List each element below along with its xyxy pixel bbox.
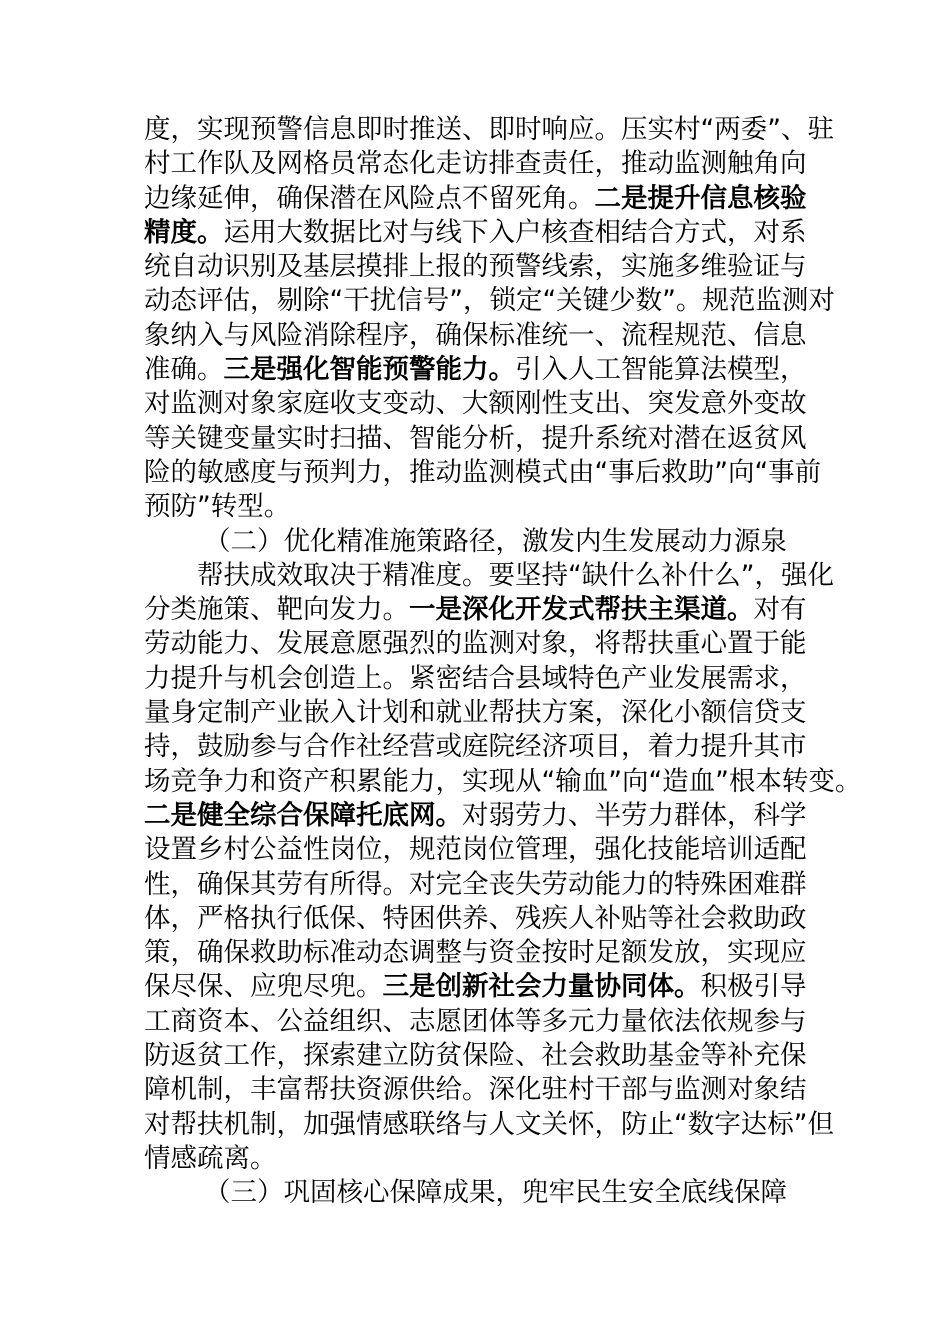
text-line: 分类施策、靶向发力。一是深化开发式帮扶主渠道。对有 (144, 594, 807, 626)
text-line: 持，鼓励参与合作社经营或庭院经济项目，着力提升其市 (144, 731, 807, 763)
text-line: 对帮扶机制，加强情感联络与人文关怀，防止“数字达标”但 (144, 1108, 834, 1140)
bold-phrase: 精度。 (144, 216, 224, 248)
text-line: 动态评估，剔除“干扰信号”，锁定“关键少数”。规范监测对 (144, 285, 835, 317)
text-line: 体，严格执行低保、特困供养、残疾人补贴等社会救助政 (144, 902, 807, 934)
bold-phrase: 三是创新社会力量协同体。 (382, 971, 701, 1003)
text-line: 工商资本、公益组织、志愿团体等多元力量依法依规参与 (144, 1005, 807, 1037)
bold-phrase: 二是健全综合保障托底网。 (144, 799, 462, 831)
text-line: 障机制，丰富帮扶资源供给。深化驻村干部与监测对象结 (144, 1074, 807, 1106)
text-line: 准确。三是强化智能预警能力。引入人工智能算法模型， (144, 354, 807, 386)
text-line: 等关键变量实时扫描、智能分析，提升系统对潜在返贫风 (144, 422, 807, 454)
text-line: 帮扶成效取决于精准度。要坚持“缺什么补什么”，强化 (197, 559, 834, 591)
text-line: 二是健全综合保障托底网。对弱劳力、半劳力群体，科学 (144, 799, 807, 831)
text-line: 预防”转型。 (144, 491, 291, 523)
section-heading: （二）优化精准施策路径，激发内生发展动力源泉 (204, 525, 787, 557)
text-line: 力提升与机会创造上。紧密结合县域特色产业发展需求， (144, 662, 807, 694)
text-line: 度，实现预警信息即时推送、即时响应。压实村“两委”、驻 (144, 114, 834, 145)
text-line: 保尽保、应兜尽兜。三是创新社会力量协同体。积极引导 (144, 971, 807, 1003)
bold-phrase: 一是深化开发式帮扶主渠道。 (409, 594, 754, 626)
text-line: 精度。运用大数据比对与线下入户核查相结合方式，对系 (144, 216, 807, 248)
text-line: 防返贫工作，探索建立防贫保险、社会救助基金等补充保 (144, 1040, 807, 1072)
text-line: 设置乡村公益性岗位，规范岗位管理，强化技能培训适配 (144, 834, 807, 866)
body-text (144, 113, 862, 1211)
text-line: 劳动能力、发展意愿强烈的监测对象，将帮扶重心置于能 (144, 628, 807, 660)
section-heading: （三）巩固核心保障成果，兜牢民生安全底线保障 (204, 1177, 787, 1209)
text-line: 村工作队及网格员常态化走访排查责任，推动监测触角向 (144, 148, 807, 180)
text-line: 性，确保其劳有所得。对完全丧失劳动能力的特殊困难群 (144, 868, 807, 900)
text-line: 情感疏离。 (144, 1142, 277, 1174)
text-line: 险的敏感度与预判力，推动监测模式由“事后救助”向“事前 (144, 456, 822, 488)
bold-phrase: 三是强化智能预警能力。 (223, 354, 515, 386)
text-line: 场竞争力和资产积累能力，实现从“输血”向“造血”根本转变。 (144, 765, 862, 797)
text-line: 对监测对象家庭收支变动、大额刚性支出、突发意外变故 (144, 388, 807, 420)
bold-phrase: 二是提升信息核验 (594, 182, 807, 214)
text-line: 边缘延伸，确保潜在风险点不留死角。二是提升信息核验 (144, 182, 807, 214)
text-line: 象纳入与风险消除程序，确保标准统一、流程规范、信息 (144, 319, 807, 351)
text-line: 策，确保救助标准动态调整与资金按时足额发放，实现应 (144, 937, 807, 969)
text-line: 统自动识别及基层摸排上报的预警线索，实施多维验证与 (144, 251, 807, 283)
text-line: 量身定制产业嵌入计划和就业帮扶方案，深化小额信贷支 (144, 697, 807, 729)
